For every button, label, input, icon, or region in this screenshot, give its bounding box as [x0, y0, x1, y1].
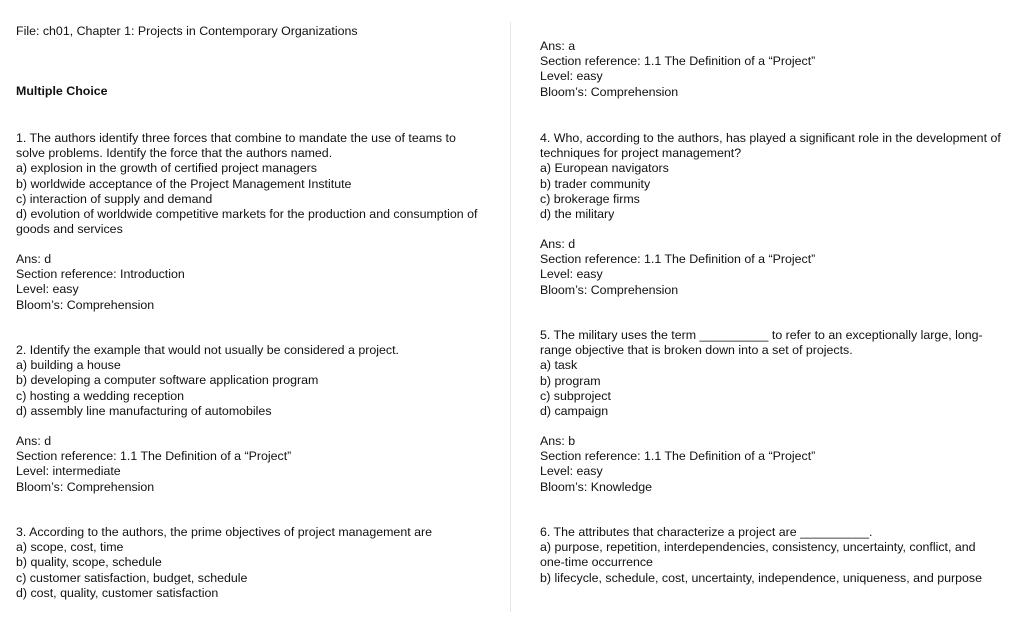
option-c: c) hosting a wedding reception	[16, 388, 185, 403]
option-b: b) program	[540, 373, 601, 388]
option-a: a) scope, cost, time	[16, 540, 124, 555]
answer-block-4	[540, 237, 1010, 298]
section-reference: Section reference: 1.1 The Definition of a “Project”	[540, 449, 816, 464]
option-c: c) brokerage firms	[540, 191, 640, 206]
section-reference: Section reference: 1.1 The Definition of a “Project”	[540, 252, 816, 267]
option-c: c) subproject	[540, 388, 611, 403]
option-a: a) purpose, repetition, interdependencies, consistency, uncertainty, conflict, and one-time occurrence	[540, 540, 976, 570]
difficulty-level: Level: easy	[540, 464, 603, 479]
blooms-level: Bloom’s: Comprehension	[16, 479, 155, 494]
section-reference: Section reference: Introduction	[16, 267, 185, 282]
option-a: a) task	[540, 358, 578, 373]
question-4	[540, 131, 1010, 222]
section-reference: Section reference: 1.1 The Definition of a “Project”	[540, 54, 816, 69]
difficulty-level: Level: easy	[16, 282, 79, 297]
option-a: a) European navigators	[540, 161, 669, 176]
option-d: d) the military	[540, 207, 615, 222]
question-stem: 3. According to the authors, the prime objectives of project management are	[16, 525, 433, 539]
difficulty-level: Level: easy	[540, 69, 603, 84]
blooms-level: Bloom’s: Comprehension	[540, 84, 679, 99]
question-1	[16, 131, 496, 237]
option-d: d) assembly line manufacturing of automobiles	[16, 403, 272, 418]
answer-block-2	[16, 434, 496, 495]
answer: Ans: b	[540, 434, 576, 448]
question-3	[16, 525, 496, 601]
answer: Ans: d	[16, 434, 52, 448]
file-line: File: ch01, Chapter 1: Projects in Contemporary Organizations	[16, 24, 358, 38]
question-stem: 5. The military uses the term __________ to refer to an exceptionally large, long-range objective that is broken down into a set of projects.	[540, 328, 983, 358]
option-a: a) explosion in the growth of certified project managers	[16, 161, 317, 176]
option-b: b) quality, scope, schedule	[16, 555, 162, 570]
question-stem: 6. The attributes that characterize a project are __________.	[540, 525, 873, 539]
option-d: d) evolution of worldwide competitive markets for the production and consumption of goods and services	[16, 207, 478, 237]
blooms-level: Bloom’s: Comprehension	[540, 282, 679, 297]
answer-block-1	[16, 252, 496, 313]
answer-block-5	[540, 434, 1010, 495]
column-divider	[510, 22, 511, 612]
blooms-level: Bloom’s: Knowledge	[540, 479, 653, 494]
option-a: a) building a house	[16, 358, 121, 373]
option-c: c) customer satisfaction, budget, schedule	[16, 570, 248, 585]
section-reference: Section reference: 1.1 The Definition of a “Project”	[16, 449, 292, 464]
answer: Ans: d	[540, 237, 576, 251]
option-b: b) trader community	[540, 176, 651, 191]
difficulty-level: Level: intermediate	[16, 464, 121, 479]
option-d: d) cost, quality, customer satisfaction	[16, 585, 219, 600]
answer: Ans: a	[540, 39, 576, 53]
option-d: d) campaign	[540, 404, 609, 419]
question-2	[16, 343, 496, 419]
question-6	[540, 525, 1010, 586]
option-c: c) interaction of supply and demand	[16, 191, 213, 206]
section-heading	[16, 84, 496, 99]
question-stem: 4. Who, according to the authors, has played a significant role in the development of techniques for project management?	[540, 131, 1001, 161]
option-b: b) lifecycle, schedule, cost, uncertainty, independence, uniqueness, and purpose	[540, 570, 982, 585]
answer: Ans: d	[16, 252, 52, 266]
section-title: Multiple Choice	[16, 84, 108, 98]
question-5	[540, 328, 1010, 419]
difficulty-level: Level: easy	[540, 267, 603, 282]
file-header	[16, 24, 496, 39]
blooms-level: Bloom’s: Comprehension	[16, 297, 155, 312]
question-stem: 1. The authors identify three forces that combine to mandate the use of teams to solve problems. Identify the force that the authors named.	[16, 131, 456, 161]
option-b: b) worldwide acceptance of the Project Management Institute	[16, 176, 352, 191]
answer-block-3	[540, 39, 1010, 100]
question-stem: 2. Identify the example that would not usually be considered a project.	[16, 343, 399, 357]
option-b: b) developing a computer software application program	[16, 373, 319, 388]
